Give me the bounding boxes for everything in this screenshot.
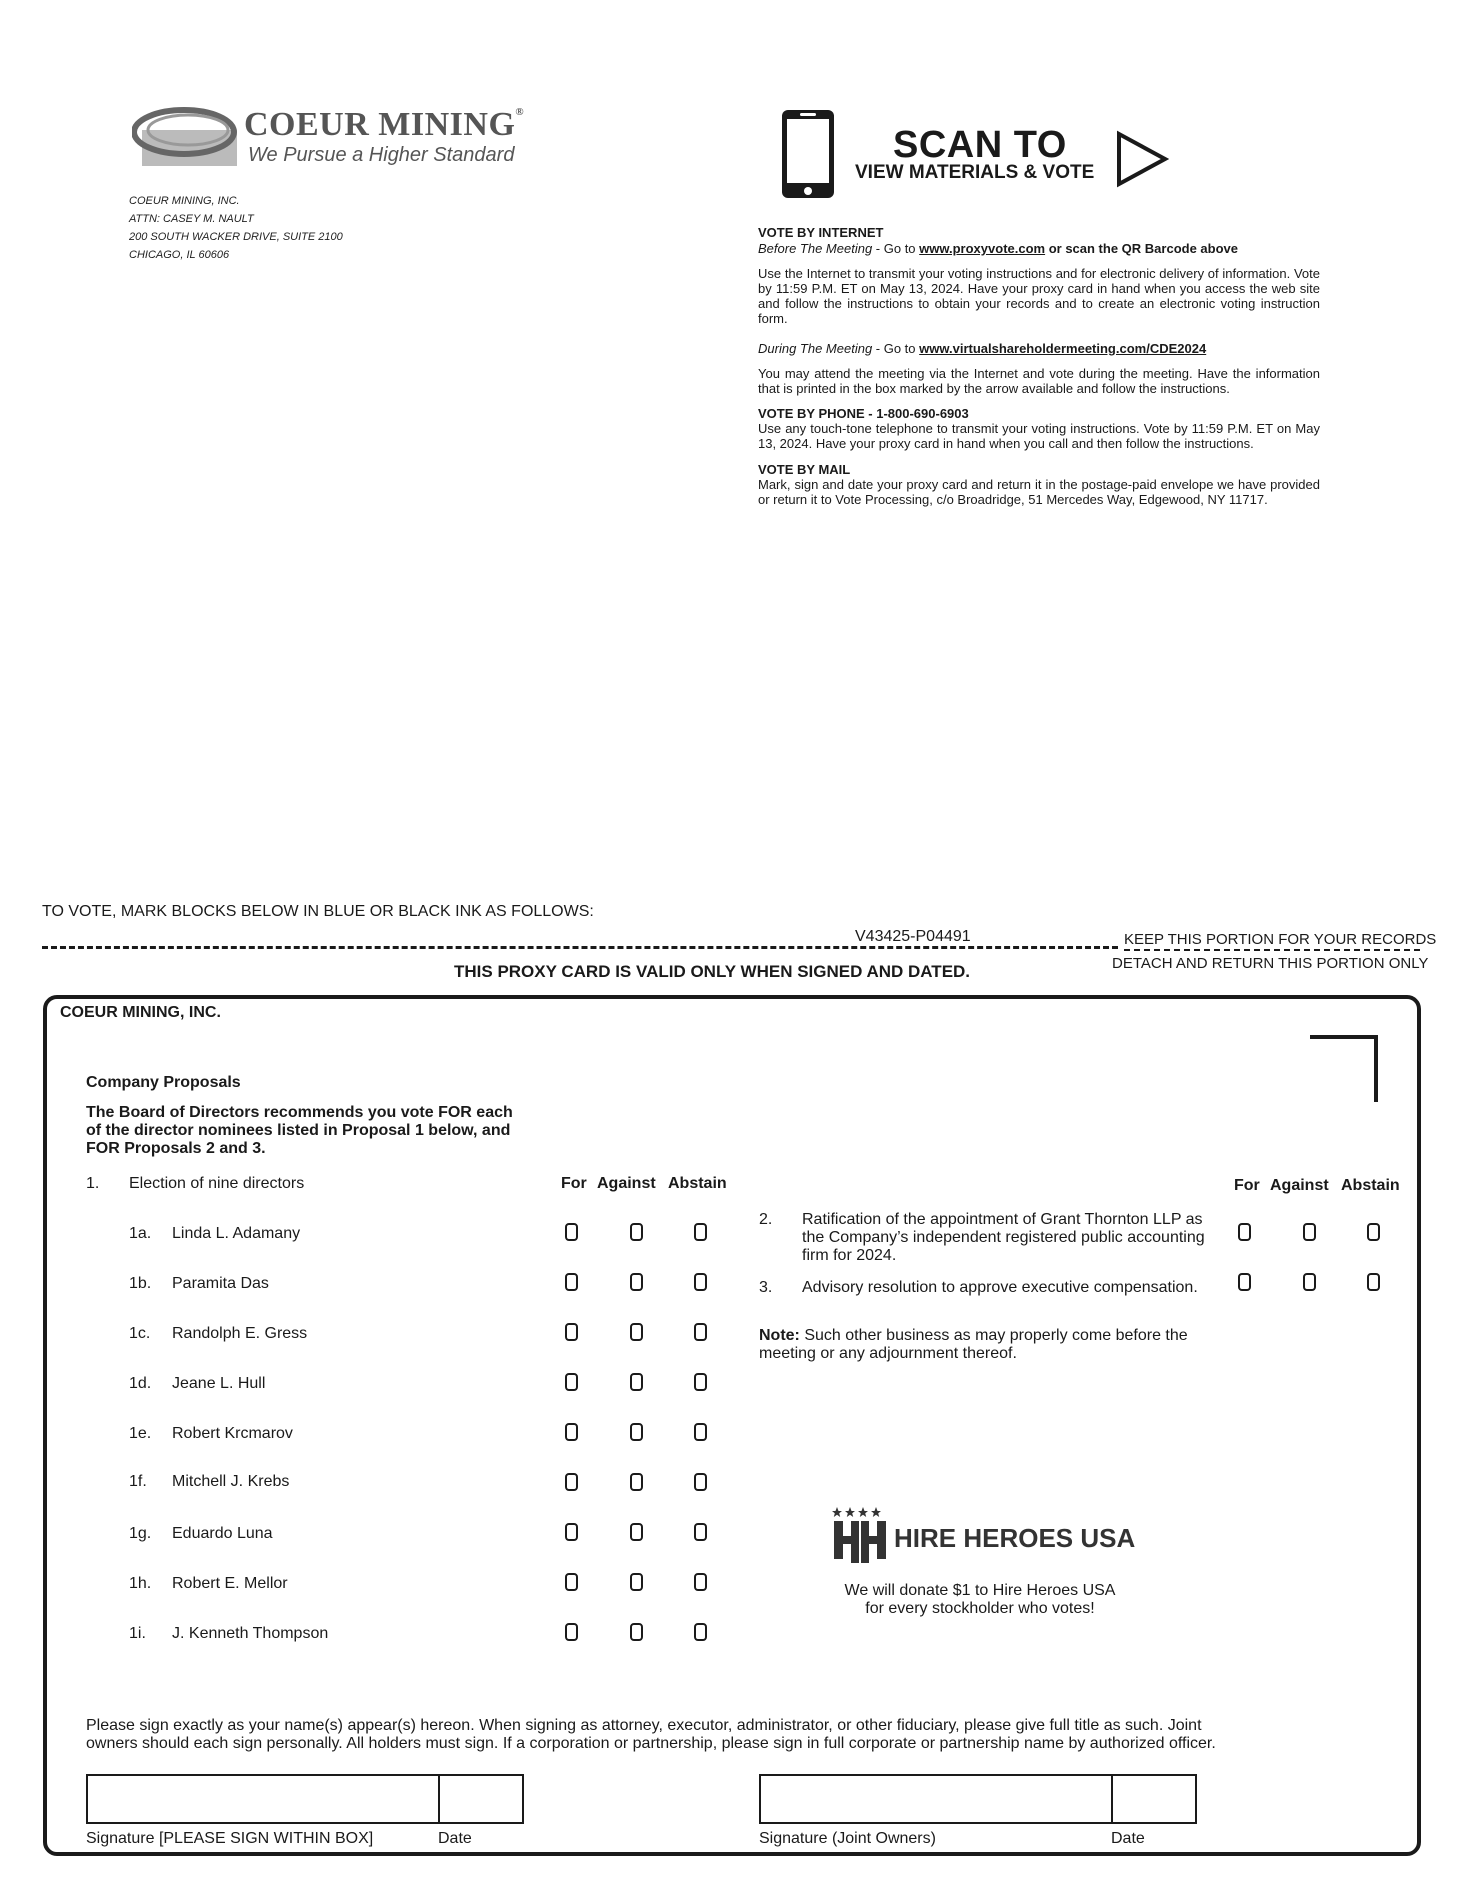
- nominee-name: Mitchell J. Krebs: [172, 1473, 290, 1490]
- signing-line: owners should each sign personally. All holders must sign. If a corporation or partnership, please sign in full corporate or partnership name by authorized officer.: [86, 1735, 1216, 1752]
- note-line: Such other business as may properly come before the: [799, 1327, 1188, 1344]
- nominee-number: 1i.: [129, 1625, 146, 1642]
- p3-against-checkbox[interactable]: [1303, 1273, 1316, 1291]
- p3-abstain-checkbox[interactable]: [1367, 1273, 1380, 1291]
- recommendation-line: FOR Proposals 2 and 3.: [86, 1140, 266, 1157]
- signing-instructions: [86, 1717, 1216, 1753]
- against-checkbox[interactable]: [630, 1523, 643, 1541]
- nominee-number: 1e.: [129, 1425, 152, 1442]
- joint-signature-box[interactable]: [759, 1774, 1113, 1824]
- nominee-number: 1a.: [129, 1225, 152, 1242]
- control-code: V43425-P04491: [855, 928, 971, 945]
- before-qr-text: or scan the QR Barcode above: [1045, 241, 1238, 256]
- note-line: meeting or any adjournment thereof.: [759, 1345, 1017, 1362]
- company-logo: [132, 102, 532, 172]
- for-checkbox[interactable]: [565, 1573, 578, 1591]
- internet-body: Use the Internet to transmit your voting instructions and for electronic delivery of information. Vote by 11:59 P.M. ET on May 13, 2024. Have your proxy card in hand when you access the web site and follow the instructions to obtain your records and to create an electronic voting instruction form.: [758, 266, 1320, 326]
- abstain-checkbox[interactable]: [694, 1223, 707, 1241]
- logo-tagline: We Pursue a Higher Standard: [248, 144, 515, 166]
- nominee-row: [0, 1373, 730, 1395]
- before-meeting-label: Before The Meeting: [758, 241, 873, 256]
- col-for-header: For: [561, 1175, 587, 1192]
- nominee-name: J. Kenneth Thompson: [172, 1625, 329, 1642]
- nominee-name: Eduardo Luna: [172, 1525, 273, 1542]
- against-checkbox[interactable]: [630, 1423, 643, 1441]
- nominee-row: [0, 1273, 730, 1295]
- for-checkbox[interactable]: [565, 1273, 578, 1291]
- proposal-3-number: 3.: [759, 1279, 773, 1296]
- against-checkbox[interactable]: [630, 1573, 643, 1591]
- voting-instructions: [758, 225, 1320, 507]
- phone-heading: VOTE BY PHONE - 1-800-690-6903: [758, 406, 969, 421]
- abstain-checkbox[interactable]: [694, 1523, 707, 1541]
- donation-note: [780, 1582, 1180, 1618]
- p2-against-checkbox[interactable]: [1303, 1223, 1316, 1241]
- for-checkbox[interactable]: [565, 1323, 578, 1341]
- nominee-number: 1d.: [129, 1375, 152, 1392]
- before-go-to: - Go to: [872, 241, 920, 256]
- nominee-name: Jeane L. Hull: [172, 1375, 266, 1392]
- view-materials-vote: VIEW MATERIALS & VOTE: [855, 162, 1095, 183]
- note-label: Note:: [759, 1327, 800, 1344]
- proposal-1-text: Election of nine directors: [129, 1175, 305, 1192]
- proposal-2-line: the Company’s independent registered public accounting: [802, 1229, 1205, 1246]
- to-vote-instruction: TO VOTE, MARK BLOCKS BELOW IN BLUE OR BLACK INK AS FOLLOWS:: [42, 903, 594, 920]
- nominee-name: Randolph E. Gress: [172, 1325, 308, 1342]
- col-abstain-header-right: Abstain: [1341, 1177, 1400, 1194]
- mail-body: Mark, sign and date your proxy card and return it in the postage-paid envelope we have provided or return it to Vote Processing, c/o Broadridge, 51 Mercedes Way, Edgewood, NY 11717.: [758, 477, 1320, 507]
- proposal-2-line: Ratification of the appointment of Grant Thornton LLP as: [802, 1211, 1203, 1228]
- nominee-row: [0, 1473, 730, 1495]
- joint-date-label: Date: [1111, 1830, 1145, 1847]
- mail-heading: VOTE BY MAIL: [758, 462, 851, 477]
- proposal-2-text: [802, 1211, 1205, 1265]
- nominee-row: [0, 1223, 730, 1245]
- proposal-2-line: firm for 2024.: [802, 1247, 897, 1264]
- logo-ellipse-icon: [132, 102, 244, 170]
- play-arrow-icon: [1115, 130, 1169, 188]
- address-line: CHICAGO, IL 60606: [129, 249, 230, 261]
- against-checkbox[interactable]: [630, 1223, 643, 1241]
- nominee-row: [0, 1623, 730, 1645]
- internet-heading: VOTE BY INTERNET: [758, 225, 884, 240]
- proxyvote-link[interactable]: www.proxyvote.com: [919, 241, 1046, 256]
- abstain-checkbox[interactable]: [694, 1323, 707, 1341]
- abstain-checkbox[interactable]: [694, 1273, 707, 1291]
- against-checkbox[interactable]: [630, 1373, 643, 1391]
- abstain-checkbox[interactable]: [694, 1573, 707, 1591]
- nominee-name: Robert Krcmarov: [172, 1425, 293, 1442]
- mailing-address: [129, 192, 343, 264]
- proposal-3-text: Advisory resolution to approve executive compensation.: [802, 1279, 1198, 1296]
- joint-date-box[interactable]: [1111, 1774, 1197, 1824]
- corner-mark: [1310, 1035, 1378, 1102]
- logo-registered: ®: [515, 106, 525, 118]
- note: [759, 1327, 1188, 1363]
- during-go-to: - Go to: [872, 341, 920, 356]
- abstain-checkbox[interactable]: [694, 1473, 707, 1491]
- company-proposals-heading: Company Proposals: [86, 1074, 241, 1091]
- against-checkbox[interactable]: [630, 1623, 643, 1641]
- proposal-1-number: 1.: [86, 1175, 100, 1192]
- nominee-row: [0, 1423, 730, 1445]
- during-body: You may attend the meeting via the Internet and vote during the meeting. Have the information that is printed in the box marked by the arrow available and follow the instructions.: [758, 366, 1320, 396]
- against-checkbox[interactable]: [630, 1323, 643, 1341]
- nominee-row: [0, 1573, 730, 1595]
- col-against-header-right: Against: [1270, 1177, 1329, 1194]
- for-checkbox[interactable]: [565, 1223, 578, 1241]
- nominee-number: 1f.: [129, 1473, 147, 1490]
- abstain-checkbox[interactable]: [694, 1423, 707, 1441]
- address-line: ATTN: CASEY M. NAULT: [129, 213, 254, 225]
- nominee-number: 1b.: [129, 1275, 152, 1292]
- nominee-name: Robert E. Mellor: [172, 1575, 288, 1592]
- against-checkbox[interactable]: [630, 1273, 643, 1291]
- hire-heroes-logo: [832, 1505, 1136, 1565]
- recommendation-line: The Board of Directors recommends you vote FOR each: [86, 1104, 513, 1121]
- abstain-checkbox[interactable]: [694, 1623, 707, 1641]
- for-checkbox[interactable]: [565, 1373, 578, 1391]
- nominee-number: 1h.: [129, 1575, 152, 1592]
- signing-line: Please sign exactly as your name(s) appear(s) hereon. When signing as attorney, executor, administrator, or other fiduciary, please give full title as such. Joint: [86, 1717, 1202, 1734]
- p2-for-checkbox[interactable]: [1238, 1223, 1251, 1241]
- dashed-detach-line: [42, 946, 1118, 949]
- during-meeting-label: During The Meeting: [758, 341, 873, 356]
- virtual-meeting-link[interactable]: www.virtualshareholdermeeting.com/CDE2024: [919, 341, 1207, 356]
- address-line: COEUR MINING, INC.: [129, 195, 240, 207]
- proposal-2-number: 2.: [759, 1211, 773, 1228]
- p3-for-checkbox[interactable]: [1238, 1273, 1251, 1291]
- for-checkbox[interactable]: [565, 1473, 578, 1491]
- signature-label: Signature [PLEASE SIGN WITHIN BOX]: [86, 1830, 374, 1847]
- nominee-row: [0, 1523, 730, 1545]
- scan-to-title: SCAN TO: [893, 124, 1067, 166]
- logo-name: COEUR MINING: [244, 106, 516, 143]
- for-checkbox[interactable]: [565, 1623, 578, 1641]
- phone-body: Use any touch-tone telephone to transmit your voting instructions. Vote by 11:59 P.M. ET on May 13, 2024. Have your proxy card in hand when you call and then follow the instructions.: [758, 421, 1320, 451]
- joint-signature-label: Signature (Joint Owners): [759, 1830, 936, 1847]
- phone-icon: [780, 108, 836, 200]
- for-checkbox[interactable]: [565, 1523, 578, 1541]
- abstain-checkbox[interactable]: [694, 1373, 707, 1391]
- col-for-header-right: For: [1234, 1177, 1260, 1194]
- nominee-row: [0, 1323, 730, 1345]
- hire-heroes-hh-icon: [832, 1505, 888, 1565]
- nominee-name: Paramita Das: [172, 1275, 269, 1292]
- donation-line: We will donate $1 to Hire Heroes USA: [844, 1582, 1116, 1599]
- date-box[interactable]: [438, 1774, 524, 1824]
- detach-return-label: DETACH AND RETURN THIS PORTION ONLY: [1112, 955, 1429, 972]
- for-checkbox[interactable]: [565, 1423, 578, 1441]
- col-abstain-header: Abstain: [668, 1175, 727, 1192]
- board-recommendation: [86, 1104, 513, 1158]
- date-label: Date: [438, 1830, 472, 1847]
- p2-abstain-checkbox[interactable]: [1367, 1223, 1380, 1241]
- keep-portion-label: KEEP THIS PORTION FOR YOUR RECORDS: [1124, 931, 1420, 951]
- nominee-number: 1g.: [129, 1525, 152, 1542]
- against-checkbox[interactable]: [630, 1473, 643, 1491]
- hire-heroes-brand: HIRE HEROES USA: [894, 1523, 1136, 1553]
- signature-box[interactable]: [86, 1774, 440, 1824]
- address-line: 200 SOUTH WACKER DRIVE, SUITE 2100: [129, 231, 343, 243]
- nominee-number: 1c.: [129, 1325, 151, 1342]
- donation-line: for every stockholder who votes!: [865, 1600, 1095, 1617]
- recommendation-line: of the director nominees listed in Proposal 1 below, and: [86, 1122, 511, 1139]
- valid-only-notice: THIS PROXY CARD IS VALID ONLY WHEN SIGNED AND DATED.: [454, 962, 971, 981]
- card-company-name: COEUR MINING, INC.: [60, 1004, 221, 1021]
- nominee-name: Linda L. Adamany: [172, 1225, 301, 1242]
- col-against-header: Against: [597, 1175, 656, 1192]
